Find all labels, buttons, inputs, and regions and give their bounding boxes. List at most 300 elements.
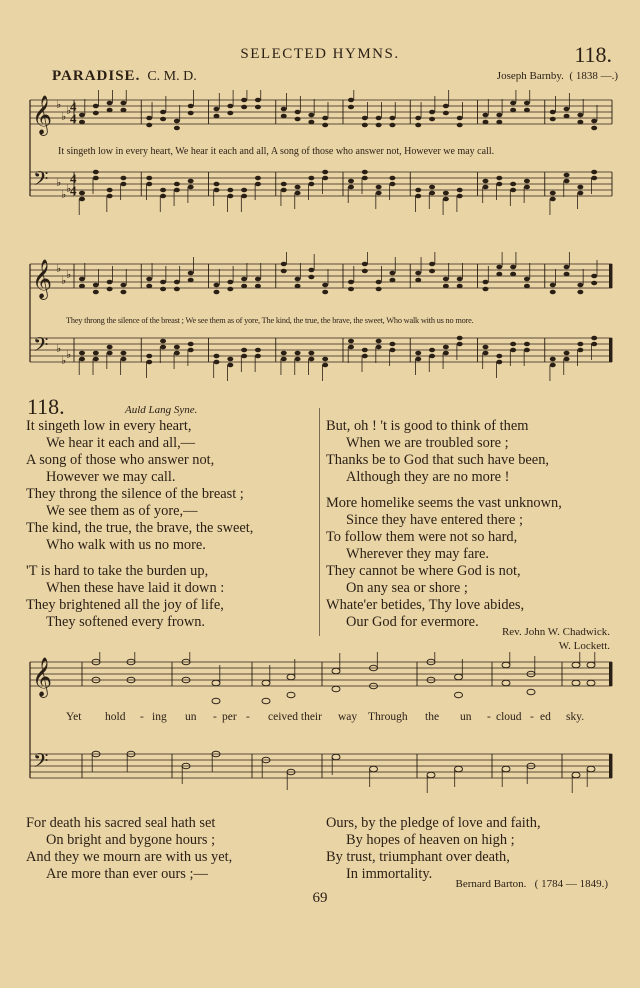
note-head	[160, 194, 166, 199]
note-head	[577, 185, 583, 190]
note-head	[415, 116, 421, 121]
note-head	[483, 120, 489, 125]
note-head	[241, 348, 247, 353]
note-head	[281, 262, 287, 267]
note-head	[443, 191, 449, 196]
note-head	[376, 280, 382, 285]
flat-sign: ♭	[66, 349, 72, 361]
note-head	[376, 287, 382, 292]
note-head	[322, 123, 328, 128]
arranger-credit: W. Lockett.	[558, 640, 610, 652]
lyric-line-2: They throng the silence of the breast ; We see them as of yore, The kind, the true, the brave, the sweet, Who walk with us no more.	[66, 316, 474, 325]
note-head	[308, 182, 314, 187]
note-head	[214, 188, 220, 193]
note-head	[188, 271, 194, 276]
note-head	[577, 290, 583, 295]
note-head	[322, 176, 328, 181]
stanza	[326, 418, 626, 486]
note-head	[146, 182, 152, 187]
lyric-word: -	[246, 711, 250, 723]
note-head	[564, 173, 570, 178]
poem-line: They brightened all the joy of life,	[26, 597, 224, 613]
note-head	[457, 277, 463, 282]
note-head	[510, 101, 516, 106]
note-head	[348, 345, 354, 350]
note-head	[241, 194, 247, 199]
note-head	[79, 197, 85, 202]
note-head	[348, 185, 354, 190]
final-bar	[609, 754, 612, 778]
note-head	[376, 116, 382, 121]
note-head	[308, 357, 314, 362]
note-head	[146, 354, 152, 359]
note-head	[322, 363, 328, 368]
time-signature: 4	[70, 111, 77, 126]
note-head	[389, 271, 395, 276]
note-head	[107, 194, 113, 199]
running-title: SELECTED HYMNS.	[240, 46, 400, 62]
note-head	[524, 342, 530, 347]
note-head	[93, 283, 99, 288]
note-head	[214, 354, 220, 359]
note-head	[443, 277, 449, 282]
note-head	[308, 120, 314, 125]
flat-sign: ♭	[56, 177, 62, 189]
poem-line: Our God for evermore.	[346, 614, 479, 630]
note-head	[174, 280, 180, 285]
note-head	[587, 662, 595, 668]
time-signature: 4	[70, 99, 77, 114]
poem-line: On bright and bygone hours ;	[46, 832, 216, 848]
note-head	[93, 351, 99, 356]
second-poem-right	[326, 815, 626, 883]
note-head	[295, 284, 301, 289]
note-head	[308, 275, 314, 280]
note-head	[457, 188, 463, 193]
bass-clef: 𝄢	[33, 333, 49, 361]
poem-line: By trust, triumphant over death,	[326, 849, 510, 865]
poem-line: Whate'er betides, Thy love abides,	[326, 597, 525, 613]
note-head	[212, 680, 220, 686]
note-head	[362, 269, 368, 274]
tune-heading	[52, 68, 197, 85]
note-head	[510, 108, 516, 113]
note-head	[93, 111, 99, 116]
note-head	[455, 692, 463, 698]
note-head	[348, 339, 354, 344]
note-head	[591, 336, 597, 341]
note-head	[429, 348, 435, 353]
lyric-word: the	[425, 711, 440, 723]
note-head	[322, 170, 328, 175]
stanza	[26, 563, 316, 631]
tune-name: PARADISE.	[52, 68, 141, 84]
author-credit: Rev. John W. Chadwick.	[501, 626, 610, 638]
note-head	[564, 272, 570, 277]
note-head	[79, 284, 85, 289]
note-head	[483, 351, 489, 356]
note-head	[496, 182, 502, 187]
bass-clef: 𝄢	[33, 751, 49, 777]
column-divider	[319, 408, 320, 636]
flat-sign: ♭	[56, 263, 62, 275]
flat-sign: ♭	[66, 269, 72, 281]
note-head	[550, 357, 556, 362]
note-head	[227, 194, 233, 199]
note-head	[591, 170, 597, 175]
note-head	[483, 185, 489, 190]
hymn-number: 118.	[27, 394, 65, 419]
note-head	[496, 272, 502, 277]
poem-line: By hopes of heaven on high ;	[346, 832, 515, 848]
lyric-word: hold	[105, 711, 126, 723]
note-head	[255, 176, 261, 181]
tune-meter: C. M. D.	[147, 69, 197, 84]
note-head	[107, 287, 113, 292]
note-head	[524, 348, 530, 353]
note-head	[262, 680, 270, 686]
note-head	[443, 351, 449, 356]
treble-clef: 𝄞	[32, 659, 53, 696]
poem-line: In immortality.	[346, 866, 433, 882]
note-head	[332, 754, 340, 760]
poem-line: When we are troubled sore ;	[346, 435, 509, 451]
note-head	[322, 116, 328, 121]
note-head	[174, 345, 180, 350]
final-bar	[609, 338, 612, 362]
note-head	[510, 182, 516, 187]
note-head	[577, 120, 583, 125]
poem-line: Who walk with us no more.	[46, 537, 206, 553]
note-head	[524, 179, 530, 184]
note-head	[550, 110, 556, 115]
note-head	[524, 101, 530, 106]
note-head	[107, 101, 113, 106]
poem-right-column	[326, 418, 626, 640]
note-head	[550, 117, 556, 122]
note-head	[510, 342, 516, 347]
note-head	[510, 272, 516, 277]
poem-line: More homelike seems the vast unknown,	[326, 495, 562, 511]
note-head	[93, 170, 99, 175]
time-signature: 4	[70, 183, 77, 198]
note-head	[120, 290, 126, 295]
poem-line: 'T is hard to take the burden up,	[26, 563, 209, 579]
note-head	[308, 268, 314, 273]
note-head	[457, 336, 463, 341]
note-head	[308, 113, 314, 118]
note-head	[415, 188, 421, 193]
treble-clef: 𝄞	[32, 259, 53, 299]
note-head	[214, 182, 220, 187]
note-head	[457, 342, 463, 347]
note-head	[389, 176, 395, 181]
note-head	[415, 271, 421, 276]
note-head	[376, 185, 382, 190]
note-head	[550, 363, 556, 368]
note-head	[160, 280, 166, 285]
poem-line: And they we mourn are with us yet,	[26, 849, 233, 865]
note-head	[564, 265, 570, 270]
note-head	[295, 117, 301, 122]
note-head	[415, 123, 421, 128]
note-head	[348, 179, 354, 184]
note-head	[587, 766, 595, 772]
note-head	[524, 277, 530, 282]
note-head	[550, 290, 556, 295]
note-head	[443, 111, 449, 116]
poem-line: It singeth low in every heart,	[26, 418, 192, 434]
note-head	[255, 98, 261, 103]
note-head	[577, 113, 583, 118]
note-head	[362, 176, 368, 181]
note-head	[427, 772, 435, 778]
note-head	[281, 188, 287, 193]
lyric-word: ceived their	[268, 711, 322, 723]
note-head	[496, 113, 502, 118]
note-head	[146, 360, 152, 365]
note-head	[483, 287, 489, 292]
note-head	[281, 107, 287, 112]
note-head	[524, 108, 530, 113]
note-head	[496, 360, 502, 365]
note-head	[577, 342, 583, 347]
note-head	[550, 283, 556, 288]
note-head	[587, 680, 595, 686]
note-head	[227, 104, 233, 109]
poem-line: They throng the silence of the breast ;	[26, 486, 244, 502]
note-head	[370, 766, 378, 772]
note-head	[362, 262, 368, 267]
note-head	[362, 170, 368, 175]
flat-sign: ♭	[61, 111, 67, 123]
note-head	[255, 105, 261, 110]
note-head	[443, 284, 449, 289]
note-head	[415, 278, 421, 283]
note-head	[295, 351, 301, 356]
poem-line: They softened every frown.	[46, 614, 206, 630]
note-head	[376, 345, 382, 350]
note-head	[93, 104, 99, 109]
lyric-word: ing	[152, 711, 167, 723]
poem-line: Wherever they may fare.	[346, 546, 490, 562]
note-head	[295, 110, 301, 115]
note-head	[577, 191, 583, 196]
note-head	[455, 766, 463, 772]
composer-name: Joseph Barnby.	[496, 70, 564, 82]
lyric-word: -	[530, 711, 534, 723]
note-head	[572, 680, 580, 686]
note-head	[376, 123, 382, 128]
note-head	[79, 191, 85, 196]
lyric-word: way	[338, 711, 358, 723]
poem-left-column	[26, 418, 316, 640]
note-head	[255, 284, 261, 289]
note-head	[502, 662, 510, 668]
note-head	[188, 342, 194, 347]
lyric-word: sky.	[566, 711, 585, 723]
note-head	[510, 188, 516, 193]
note-head	[255, 277, 261, 282]
note-head	[443, 104, 449, 109]
note-head	[146, 176, 152, 181]
note-head	[457, 194, 463, 199]
note-head	[174, 126, 180, 131]
stanza	[26, 418, 316, 554]
note-head	[429, 262, 435, 267]
note-head	[160, 110, 166, 115]
note-head	[255, 182, 261, 187]
lyric-word: per	[222, 711, 237, 723]
note-head	[227, 357, 233, 362]
lyric-word: ed	[540, 711, 551, 723]
note-head	[496, 176, 502, 181]
note-head	[322, 283, 328, 288]
note-head	[287, 674, 295, 680]
note-head	[160, 117, 166, 122]
note-head	[322, 290, 328, 295]
lyric-word: Through	[368, 711, 408, 723]
note-head	[510, 348, 516, 353]
note-head	[174, 119, 180, 124]
note-head	[308, 176, 314, 181]
note-head	[550, 191, 556, 196]
note-head	[348, 280, 354, 285]
note-head	[160, 339, 166, 344]
note-head	[79, 277, 85, 282]
flat-sign: ♭	[66, 183, 72, 195]
note-head	[591, 274, 597, 279]
note-head	[107, 351, 113, 356]
lyric-word: cloud	[496, 711, 522, 723]
note-head	[241, 277, 247, 282]
note-head	[483, 345, 489, 350]
lyric-line-1: It singeth low in every heart, We hear it each and all, A song of those who answer not, However we may call.	[58, 146, 495, 157]
note-head	[443, 197, 449, 202]
note-head	[93, 357, 99, 362]
note-head	[376, 339, 382, 344]
composer-credit	[497, 70, 618, 82]
note-head	[174, 182, 180, 187]
second-author-dates: ( 1784 — 1849.)	[534, 878, 608, 890]
note-head	[107, 280, 113, 285]
note-head	[146, 284, 152, 289]
note-head	[107, 345, 113, 350]
note-head	[120, 108, 126, 113]
note-head	[429, 117, 435, 122]
note-head	[389, 348, 395, 353]
note-head	[415, 194, 421, 199]
note-head	[214, 107, 220, 112]
note-head	[107, 108, 113, 113]
note-head	[524, 185, 530, 190]
note-head	[241, 284, 247, 289]
note-head	[255, 354, 261, 359]
note-head	[107, 188, 113, 193]
note-head	[415, 351, 421, 356]
stanza	[326, 495, 626, 631]
music-system-3	[22, 652, 618, 800]
note-head	[281, 351, 287, 356]
note-head	[362, 123, 368, 128]
note-head	[93, 290, 99, 295]
note-head	[591, 119, 597, 124]
note-head	[79, 357, 85, 362]
note-head	[120, 176, 126, 181]
second-author-name: Bernard Barton.	[455, 878, 527, 890]
note-head	[332, 668, 340, 674]
note-head	[348, 98, 354, 103]
poem-line: For death his sacred seal hath set	[26, 815, 216, 831]
note-head	[564, 351, 570, 356]
note-head	[457, 284, 463, 289]
note-head	[287, 692, 295, 698]
note-head	[241, 105, 247, 110]
flat-sign: ♭	[61, 275, 67, 287]
note-head	[591, 281, 597, 286]
note-head	[227, 111, 233, 116]
note-head	[120, 357, 126, 362]
note-head	[564, 114, 570, 119]
note-head	[120, 283, 126, 288]
note-head	[362, 354, 368, 359]
poem-line: They cannot be where God is not,	[326, 563, 521, 579]
note-head	[389, 116, 395, 121]
note-head	[188, 104, 194, 109]
note-head	[120, 101, 126, 106]
note-head	[295, 277, 301, 282]
note-head	[281, 114, 287, 119]
poem-line: Ours, by the pledge of love and faith,	[326, 815, 541, 831]
note-head	[572, 662, 580, 668]
flat-sign: ♭	[61, 355, 67, 367]
note-head	[415, 357, 421, 362]
note-head	[362, 348, 368, 353]
note-head	[214, 360, 220, 365]
poem-line: Although they are no more !	[346, 469, 510, 485]
note-head	[308, 351, 314, 356]
flat-sign: ♭	[66, 105, 72, 117]
lyric-word: -	[140, 711, 144, 723]
note-head	[457, 123, 463, 128]
poem-line: Thanks be to God that such have been,	[326, 452, 549, 468]
note-head	[564, 107, 570, 112]
note-head	[322, 357, 328, 362]
note-head	[79, 351, 85, 356]
note-head	[160, 188, 166, 193]
note-head	[502, 680, 510, 686]
poem-line: However we may call.	[46, 469, 176, 485]
flat-sign: ♭	[56, 99, 62, 111]
note-head	[295, 191, 301, 196]
second-author-credit	[456, 878, 608, 890]
poem-line: A song of those who answer not,	[26, 452, 215, 468]
note-head	[564, 179, 570, 184]
poem-line: To follow them were not so hard,	[326, 529, 518, 545]
treble-clef: 𝄞	[32, 95, 53, 135]
flat-sign: ♭	[56, 343, 62, 355]
note-head	[376, 191, 382, 196]
note-head	[146, 277, 152, 282]
note-head	[262, 698, 270, 704]
poem-line: We see them as of yore,—	[46, 503, 198, 519]
note-head	[577, 348, 583, 353]
note-head	[591, 126, 597, 131]
note-head	[348, 105, 354, 110]
note-head	[188, 348, 194, 353]
note-head	[255, 348, 261, 353]
lyric-word: -	[487, 711, 491, 723]
